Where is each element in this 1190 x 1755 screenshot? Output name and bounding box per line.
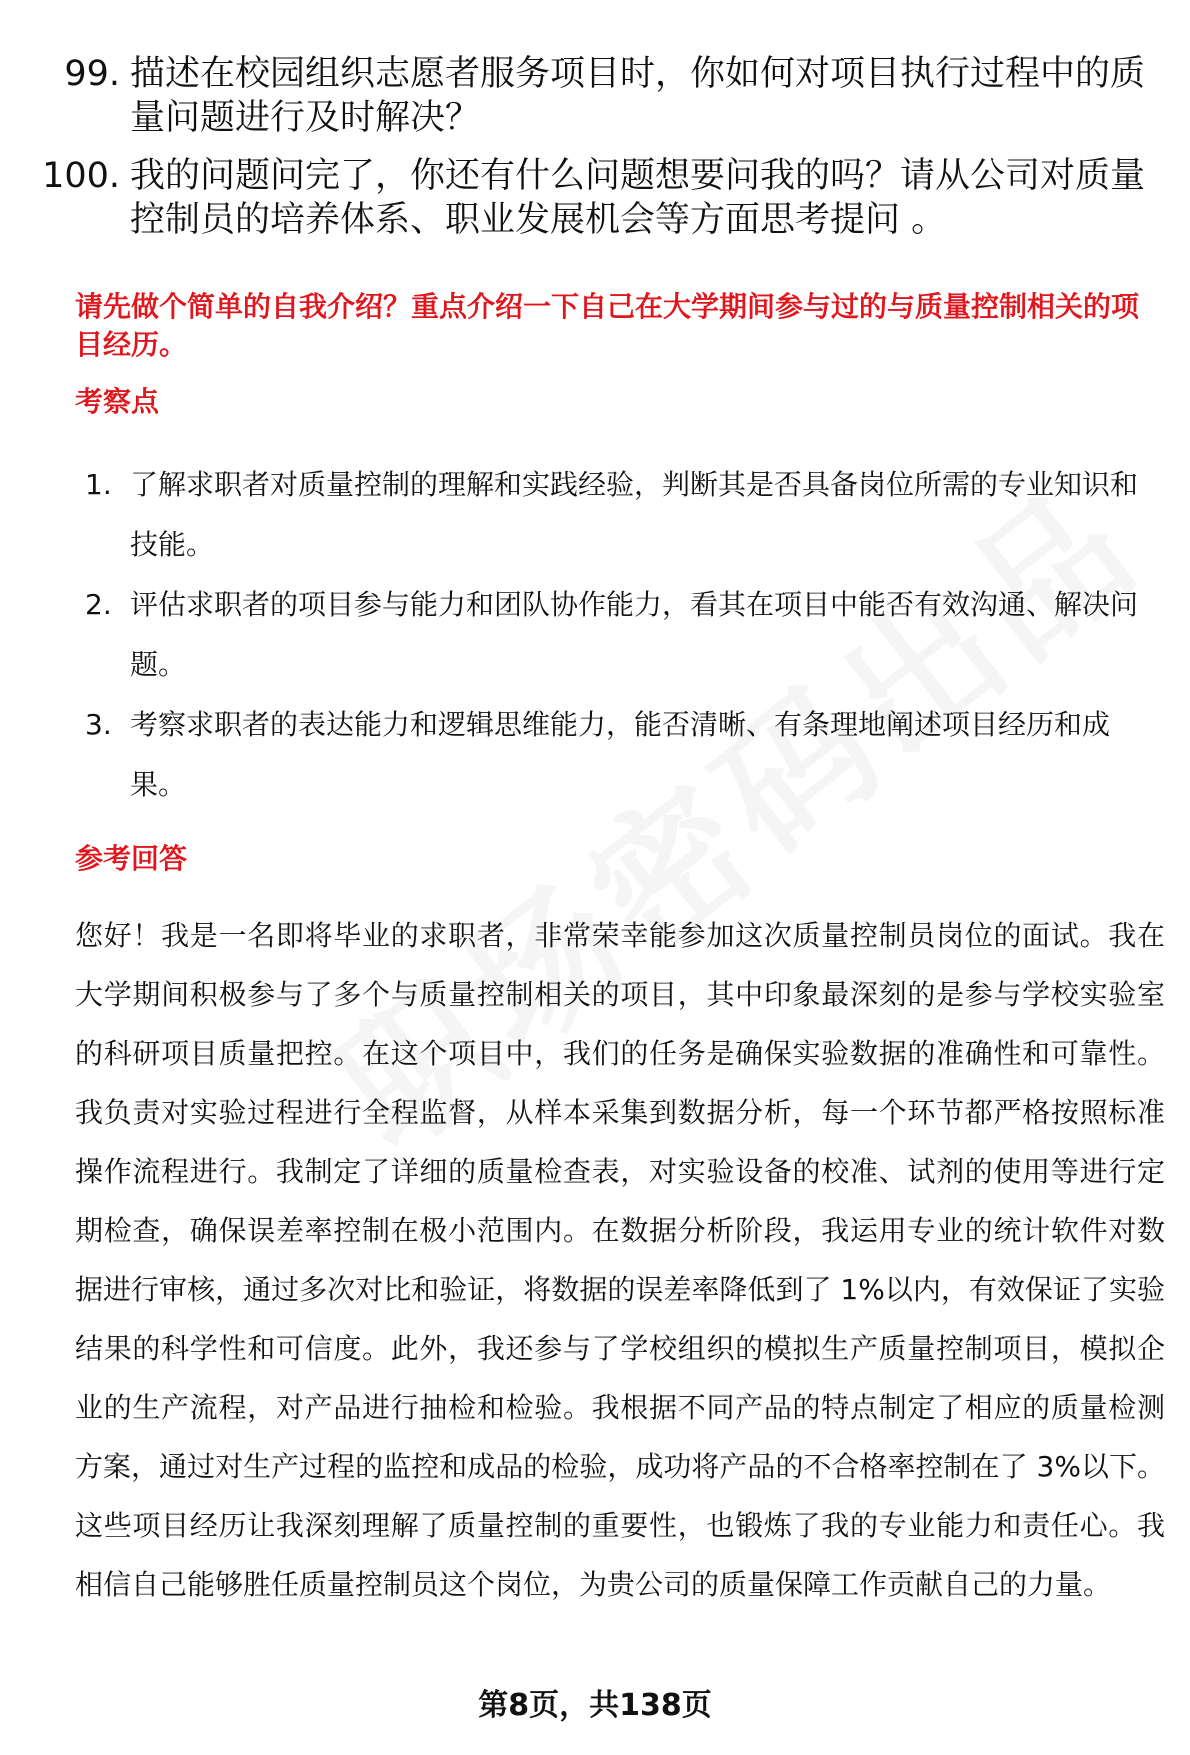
question-number: 99. xyxy=(64,54,120,94)
assessment-point xyxy=(75,575,1165,695)
question-item-100 xyxy=(40,154,1160,242)
question-text: 描述在校园组织志愿者服务项目时，你如何对项目执行过程中的质量问题进行及时解决？ xyxy=(130,54,1146,138)
reference-answer-heading: 参考回答 xyxy=(75,842,188,875)
question-list xyxy=(40,52,1160,256)
point-number: 3. xyxy=(85,708,112,741)
question-text: 我的问题问完了，你还有什么问题想要问我的吗？请从公司对质量控制员的培养体系、职业发展机会等方面思考提问 。 xyxy=(130,156,1146,240)
point-number: 2. xyxy=(85,588,112,621)
point-text: 考察求职者的表达能力和逻辑思维能力，能否清晰、有条理地阐述项目经历和成果。 xyxy=(130,708,1111,801)
page-number: 第8页，共138页 xyxy=(478,1688,712,1723)
featured-question: 请先做个简单的自我介绍？重点介绍一下自己在大学期间参与过的与质量控制相关的项目经历。 xyxy=(75,290,1140,361)
point-text: 评估求职者的项目参与能力和团队协作能力，看其在项目中能否有效沟通、解决问题。 xyxy=(130,588,1139,681)
question-number: 100. xyxy=(42,156,120,196)
point-number: 1. xyxy=(85,468,112,501)
assessment-points xyxy=(75,455,1165,815)
assessment-point xyxy=(75,455,1165,575)
question-item-99 xyxy=(40,52,1160,140)
point-text: 了解求职者对质量控制的理解和实践经验，判断其是否具备岗位所需的专业知识和技能。 xyxy=(130,468,1139,561)
reference-answer-text: 您好！我是一名即将毕业的求职者，非常荣幸能参加这次质量控制员岗位的面试。我在大学期间积极参与了多个与质量控制相关的项目，其中印象最深刻的是参与学校实验室的科研项目质量把控。在这个项目中，我们的任务是确保实验数据的准确性和可靠性。我负责对实验过程进行全程监督，从样本采集到数据分析，每一个环节都严格按照标准操作流程进行。我制定了详细的质量检查表，对实验设备的校准、试剂的使用等进行定期检查，确保误差率控制在极小范围内。在数据分析阶段，我运用专业的统计软件对数据进行审核，通过多次对比和验证，将数据的误差率降低到了 1%以内，有效保证了实验结果的科学性和可信度。此外，我还参与了学校组织的模拟生产质量控制项目，模拟企业的生产流程，对产品进行抽检和检验。我根据不同产品的特点制定了相应的质量检测方案，通过对生产过程的监控和成品的检验，成功将产品的不合格率控制在了 3%以下。这些项目经历让我深刻理解了质量控制的重要性，也锻炼了我的专业能力和责任心。我相信自己能够胜任质量控制员这个岗位，为贵公司的质量保障工作贡献自己的力量。 xyxy=(75,919,1165,1601)
assessment-point xyxy=(75,695,1165,815)
assessment-heading: 考察点 xyxy=(75,385,160,418)
